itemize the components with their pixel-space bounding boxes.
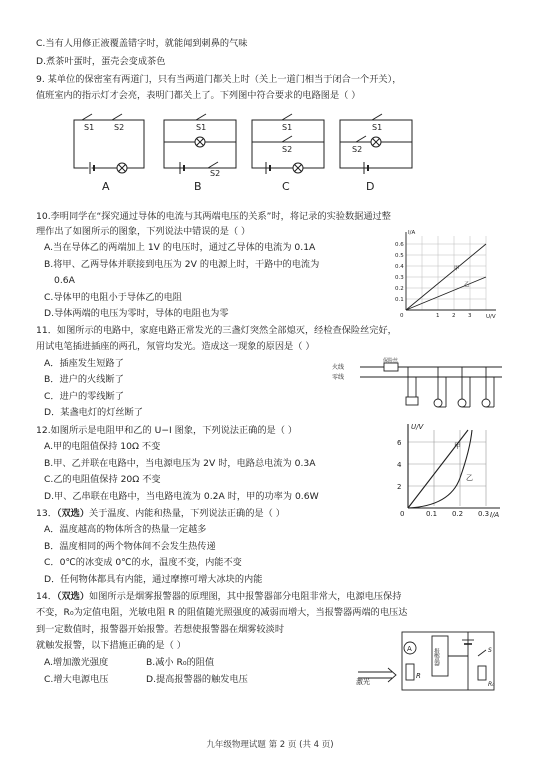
x-tick: 0.3	[478, 510, 490, 518]
question-13-line1	[36, 508, 285, 520]
question-14-option-d: D.提高报警器的触发电压	[146, 674, 248, 685]
y-axis-label: U/V	[411, 423, 424, 431]
photoresistor-label: R	[416, 672, 421, 680]
switch-label-s1: S1	[196, 123, 207, 132]
series-label-yi: 乙	[466, 474, 473, 482]
question-10-line1: 10.李明同学在“探究通过导体的电流与其两端电压的关系”时，将记录的实验数据通过整	[36, 211, 391, 222]
x-tick: 0	[400, 510, 405, 518]
question-12-option-b: B.甲、乙并联在电路中，当电源电压为 2V 时，电路总电流为 0.3A	[44, 458, 316, 469]
y-tick: 0.2	[395, 286, 404, 292]
option-label-b: B	[194, 180, 202, 193]
figure-q14-smoke-alarm	[352, 626, 502, 696]
resistor-r0-label: R₀	[488, 681, 495, 688]
live-wire-label: 火线	[332, 364, 345, 371]
question-13-option-b: B．温度相同的两个物体间不会发生热传递	[44, 541, 216, 552]
y-tick: 0.1	[395, 297, 404, 303]
figure-q9-circuits	[60, 108, 470, 198]
question-14-line1	[36, 591, 401, 603]
question-10-option-b-cont: 0.6A	[54, 275, 75, 286]
switch-label-s2: S2	[114, 123, 125, 132]
y-tick: 0.5	[395, 253, 404, 259]
switch-label-s2: S2	[352, 145, 363, 154]
question-10-option-c: C.导体甲的电阻小于导体乙的电阻	[44, 292, 182, 303]
y-axis-label: I/A	[408, 230, 416, 236]
neutral-wire-label: 零线	[332, 374, 345, 381]
x-axis-label: I/A	[490, 511, 500, 518]
question-10-option-b: B.将甲、乙两导体并联接到电压为 2V 的电源上时，干路中的电流为	[44, 259, 320, 270]
switch-label-s1: S1	[282, 123, 293, 132]
x-axis-label: U/V	[486, 314, 496, 320]
question-12-option-d: D.甲、乙串联在电路中，当电路电流为 0.2A 时，甲的功率为 0.6W	[44, 491, 319, 502]
x-tick: 0.2	[452, 510, 464, 518]
question-10-option-d: D.导体两端的电压为零时，导体的电阻也为零	[44, 308, 229, 319]
figure-q11-household-circuit	[330, 357, 510, 415]
question-14-line3: 到一定数值时，报警器开始报警。若想使报警器在烟雾较淡时	[36, 624, 285, 635]
fuse-label: 保险丝	[383, 358, 399, 364]
ammeter-label: A	[407, 645, 412, 653]
question-11-option-b: B．进户的火线断了	[44, 374, 124, 385]
alarm-label: 报警器	[432, 648, 440, 666]
y-tick: 0.3	[395, 275, 404, 281]
option-label-d: D	[366, 180, 375, 193]
option-label-c: C	[282, 180, 290, 193]
question-14-option-b: B.减小 R₀的阻值	[146, 657, 215, 668]
question-13-option-d: D．任何物体都具有内能，通过摩擦可增大冰块的内能	[44, 574, 263, 585]
question-11-option-c: C．进户的零线断了	[44, 391, 124, 402]
x-tick: 1	[436, 313, 440, 319]
y-tick: 2	[397, 483, 402, 491]
figure-q10-graph	[392, 226, 504, 320]
question-9-line1: 9. 某单位的保密室有两道门，只有当两道门都关上时（关上一道门相当于闭合一个开关），	[36, 74, 402, 85]
option-label-a: A	[102, 180, 110, 193]
question-12-option-a: A.甲的电阻值保持 10Ω 不变	[44, 441, 161, 452]
switch-label-s2: S2	[282, 145, 293, 154]
question-number: 13．	[36, 508, 57, 519]
question-12-line1: 12.如图所示是电阻甲和乙的 U−I 图象，下列说法正确的是（ ）	[36, 425, 298, 436]
series-label-jia: 甲	[454, 266, 460, 272]
series-label-yi: 乙	[464, 282, 470, 288]
switch-label-s1: S1	[372, 123, 383, 132]
y-tick: 4	[397, 461, 402, 469]
question-type-tag: （双选）	[56, 591, 90, 602]
x-tick: 0	[400, 313, 404, 319]
question-10-line2: 理作出了如图所示的图象，下列说法中错误的是（ ）	[36, 226, 251, 237]
question-13-option-c: C．0℃的冰变成 0℃的水，温度不变，内能不变	[44, 557, 242, 568]
question-11-line1: 11．如图所示的电路中，家庭电路正常发光的三盏灯突然全部熄灭，经检查保险丝完好，	[36, 325, 397, 336]
x-tick: 0.1	[426, 510, 438, 518]
page-footer: 九年级物理试题 第 2 页 (共 4 页)	[206, 740, 334, 750]
laser-label: 激光	[356, 678, 370, 686]
question-9-line2: 值班室内的指示灯才会亮，表明门都关上了。下列图中符合要求的电路图是（ ）	[36, 90, 361, 101]
y-tick: 0.6	[395, 242, 404, 248]
question-10-option-a: A.当在导体乙的两端加上 1V 的电压时，通过乙导体的电流为 0.1A	[44, 242, 316, 253]
question-11-option-d: D．某盏电灯的灯丝断了	[44, 407, 143, 418]
x-tick: 2	[452, 313, 456, 319]
question-11-line2: 用试电笔插进插座的两孔，氖管均发光。造成这一现象的原因是（ ）	[36, 341, 315, 352]
y-tick: 6	[397, 439, 402, 447]
figure-q12-graph	[390, 420, 508, 518]
switch-label: S	[488, 647, 492, 654]
question-type-tag: （双选）	[56, 508, 90, 519]
question-11-option-a: A．插座发生短路了	[44, 358, 124, 369]
question-stem: 如图所示是烟雾报警器的原理图，其中报警器部分电阻非常大，电源电压保持	[89, 591, 402, 602]
switch-label-s1: S1	[84, 123, 95, 132]
question-stem: 关于温度、内能和热量，下列说法正确的是（ ）	[89, 508, 285, 519]
switch-label-s2: S2	[210, 169, 221, 178]
question-number: 14．	[36, 591, 57, 602]
x-tick: 3	[468, 313, 472, 319]
question-13-option-a: A．温度越高的物体所含的热量一定越多	[44, 524, 207, 535]
question-12-option-c: C.乙的电阻值保持 20Ω 不变	[44, 474, 161, 485]
question-14-option-a: A.增加激光强度	[44, 657, 109, 668]
option-c-text: C.当有人用修正液覆盖错字时，就能闻到刺鼻的气味	[36, 38, 248, 49]
option-d-text: D.煮茶叶蛋时，蛋壳会变成茶色	[36, 56, 166, 67]
question-14-line4: 就触发报警，以下措施正确的是（ ）	[36, 640, 186, 651]
question-14-line2: 不变，R₀为定值电阻，光敏电阻 R 的阻值随光照强度的减弱而增大，当报警器两端的电压达	[36, 607, 408, 618]
y-tick: 0.4	[395, 264, 404, 270]
series-label-jia: 甲	[454, 442, 461, 450]
question-14-option-c: C.增大电源电压	[44, 674, 109, 685]
